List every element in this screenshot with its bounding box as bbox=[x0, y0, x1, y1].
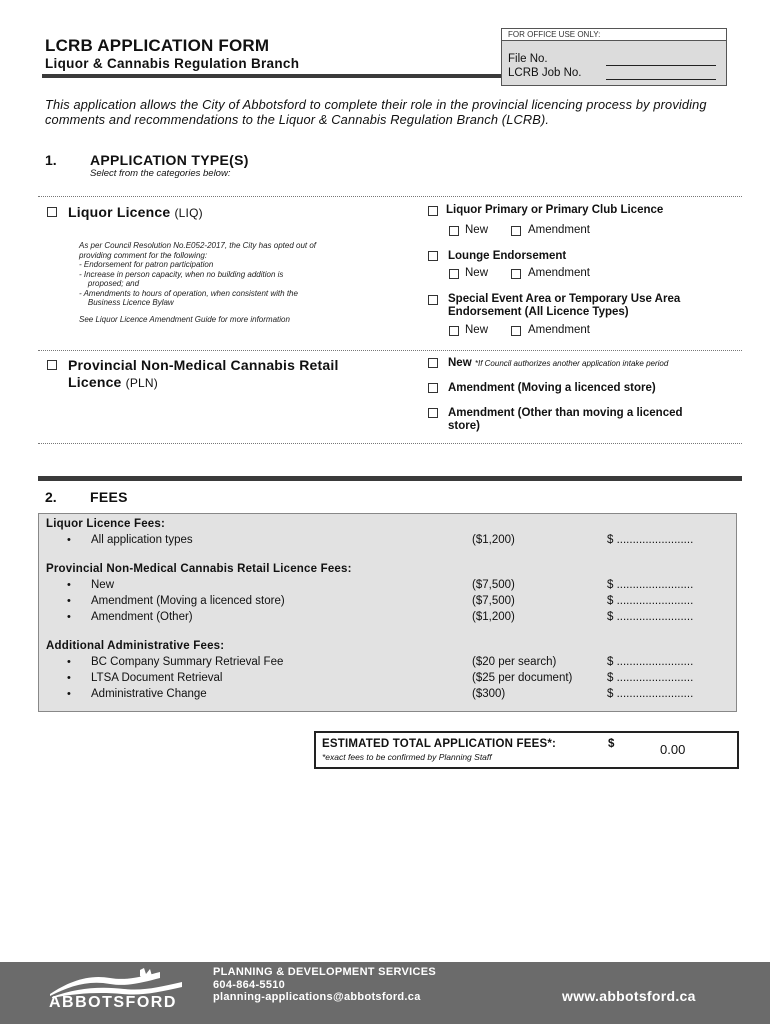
liquor-licence-name: Liquor Licence bbox=[68, 204, 171, 220]
fee-item-price: ($1,200) bbox=[472, 611, 515, 623]
fee-item-price: ($25 per document) bbox=[472, 672, 573, 684]
special-event-amendment-checkbox[interactable] bbox=[511, 326, 521, 336]
fee-item-amount[interactable]: $ ........................ bbox=[607, 611, 694, 623]
total-fees-note: *exact fees to be confirmed by Planning Staff bbox=[322, 752, 492, 762]
section1-number: 1. bbox=[45, 152, 57, 168]
bullet: • bbox=[67, 688, 71, 700]
fees-box bbox=[38, 513, 737, 712]
total-fees-box bbox=[314, 731, 739, 769]
liquor-primary-amendment-checkbox[interactable] bbox=[511, 226, 521, 236]
note-line: providing comment for the following: bbox=[79, 250, 208, 260]
special-event-label bbox=[448, 293, 680, 319]
fee-item-price: ($20 per search) bbox=[472, 656, 557, 668]
lcrb-job-no-label: LCRB Job No. bbox=[508, 67, 582, 79]
file-no-field[interactable] bbox=[606, 65, 716, 66]
intro-paragraph: This application allows the City of Abbotsford to complete their role in the provincial licencing process by providing comments and recommendations to the Liquor & Cannabis Regulation Branch (LCRB). bbox=[45, 97, 707, 127]
total-fees-currency: $ bbox=[608, 738, 615, 750]
fee-item-price: ($7,500) bbox=[472, 579, 515, 591]
fee-item-label: LTSA Document Retrieval bbox=[91, 672, 223, 684]
note-line: proposed; and bbox=[79, 279, 140, 288]
lounge-endorsement-label: Lounge Endorsement bbox=[448, 250, 567, 262]
cannabis-amend-other-line2: store) bbox=[448, 420, 480, 432]
cannabis-new-label bbox=[448, 357, 668, 370]
fee-item-amount[interactable]: $ ........................ bbox=[607, 688, 694, 700]
bullet: • bbox=[67, 579, 71, 591]
section2-rule bbox=[38, 476, 742, 481]
fee-item-amount[interactable]: $ ........................ bbox=[607, 656, 694, 668]
lounge-amendment-checkbox[interactable] bbox=[511, 269, 521, 279]
amendment-guide-note: See Liquor Licence Amendment Guide for more information bbox=[79, 315, 290, 324]
cannabis-new-text: New bbox=[448, 357, 472, 369]
footer bbox=[0, 962, 770, 1024]
liquor-primary-checkbox[interactable] bbox=[428, 206, 438, 216]
bullet: • bbox=[67, 672, 71, 684]
fee-item-amount[interactable]: $ ........................ bbox=[607, 579, 694, 591]
cannabis-new-checkbox[interactable] bbox=[428, 358, 438, 368]
fee-item-amount[interactable]: $ ........................ bbox=[607, 534, 694, 546]
section2-number: 2. bbox=[45, 489, 57, 505]
cannabis-amend-moving-checkbox[interactable] bbox=[428, 383, 438, 393]
title-rule bbox=[42, 74, 504, 78]
fee-item-price: ($7,500) bbox=[472, 595, 515, 607]
cannabis-licence-name-word: Licence bbox=[68, 374, 122, 390]
footer-website[interactable]: www.abbotsford.ca bbox=[562, 988, 696, 1004]
fee-item-label: New bbox=[91, 579, 115, 591]
footer-email[interactable]: planning-applications@abbotsford.ca bbox=[213, 991, 421, 1003]
bullet: • bbox=[67, 611, 71, 623]
special-event-checkbox[interactable] bbox=[428, 295, 438, 305]
fee-item-amount[interactable]: $ ........................ bbox=[607, 672, 694, 684]
liquor-licence-label bbox=[68, 204, 203, 222]
note-line: - Increase in person capacity, when no building addition is bbox=[79, 269, 284, 279]
office-use-box bbox=[501, 28, 727, 86]
cannabis-amend-other-label bbox=[448, 407, 683, 433]
divider bbox=[38, 443, 742, 444]
lcrb-job-no-field[interactable] bbox=[606, 79, 716, 80]
cannabis-licence-name-line1: Provincial Non-Medical Cannabis Retail bbox=[68, 357, 339, 373]
bullet: • bbox=[67, 534, 71, 546]
fee-item-label: Amendment (Other) bbox=[91, 611, 193, 623]
cannabis-new-note: *If Council authorizes another application intake period bbox=[474, 359, 669, 368]
fee-group-heading: Liquor Licence Fees: bbox=[46, 518, 166, 530]
footer-department: PLANNING & DEVELOPMENT SERVICES bbox=[213, 966, 437, 978]
liquor-primary-new-checkbox[interactable] bbox=[449, 226, 459, 236]
cannabis-licence-name-line2 bbox=[68, 374, 339, 392]
fee-item-label: Administrative Change bbox=[91, 688, 207, 700]
note-line: As per Council Resolution No.E052-2017, the City has opted out of bbox=[79, 241, 317, 250]
lounge-amendment-label: Amendment bbox=[528, 267, 591, 279]
note-line: Business Licence Bylaw bbox=[79, 298, 174, 307]
note-line: - Amendments to hours of operation, when consistent with the bbox=[79, 288, 298, 298]
special-event-amendment-label: Amendment bbox=[528, 324, 591, 336]
fee-item-price: ($1,200) bbox=[472, 534, 515, 546]
divider bbox=[38, 196, 742, 197]
divider bbox=[38, 350, 742, 351]
form-subtitle: Liquor & Cannabis Regulation Branch bbox=[45, 56, 300, 71]
special-event-label-line2: Endorsement (All Licence Types) bbox=[448, 306, 629, 318]
fee-item-price: ($300) bbox=[472, 688, 506, 700]
lounge-new-checkbox[interactable] bbox=[449, 269, 459, 279]
cannabis-licence-label bbox=[68, 357, 339, 392]
liquor-primary-new-label: New bbox=[465, 224, 489, 236]
form-title: LCRB APPLICATION FORM bbox=[45, 36, 270, 55]
lounge-new-label: New bbox=[465, 267, 489, 279]
office-use-heading: FOR OFFICE USE ONLY: bbox=[502, 29, 726, 41]
special-event-new-label: New bbox=[465, 324, 489, 336]
section1-subtitle: Select from the categories below: bbox=[90, 168, 231, 179]
liquor-primary-label: Liquor Primary or Primary Club Licence bbox=[446, 204, 664, 216]
section1-title: APPLICATION TYPE(S) bbox=[90, 152, 249, 168]
fee-item-label: Amendment (Moving a licenced store) bbox=[91, 595, 285, 607]
liquor-licence-code: (LIQ) bbox=[174, 206, 203, 220]
fee-item-label: BC Company Summary Retrieval Fee bbox=[91, 656, 284, 668]
fee-item-label: All application types bbox=[91, 534, 193, 546]
special-event-new-checkbox[interactable] bbox=[449, 326, 459, 336]
cannabis-amend-moving-label: Amendment (Moving a licenced store) bbox=[448, 382, 656, 394]
cannabis-licence-checkbox[interactable] bbox=[47, 360, 57, 370]
special-event-label-line1: Special Event Area or Temporary Use Area bbox=[448, 293, 681, 305]
footer-phone[interactable]: 604-864-5510 bbox=[213, 979, 286, 991]
council-resolution-note bbox=[79, 241, 399, 308]
total-fees-value[interactable]: 0.00 bbox=[660, 742, 686, 757]
total-fees-label: ESTIMATED TOTAL APPLICATION FEES*: bbox=[322, 738, 557, 750]
cannabis-amend-other-checkbox[interactable] bbox=[428, 408, 438, 418]
fee-group-heading: Additional Administrative Fees: bbox=[46, 640, 225, 652]
file-no-label: File No. bbox=[508, 53, 548, 65]
bullet: • bbox=[67, 656, 71, 668]
cannabis-licence-code: (PLN) bbox=[125, 376, 158, 390]
bullet: • bbox=[67, 595, 71, 607]
liquor-licence-checkbox[interactable] bbox=[47, 207, 57, 217]
cannabis-amend-other-line1: Amendment (Other than moving a licenced bbox=[448, 407, 683, 419]
note-line: - Endorsement for patron participation bbox=[79, 260, 214, 269]
fee-group-heading: Provincial Non-Medical Cannabis Retail Licence Fees: bbox=[46, 563, 352, 575]
section2-title: FEES bbox=[90, 489, 128, 505]
lounge-endorsement-checkbox[interactable] bbox=[428, 251, 438, 261]
abbotsford-logo-text: ABBOTSFORD bbox=[49, 994, 177, 1011]
liquor-primary-amendment-label: Amendment bbox=[528, 224, 591, 236]
fee-item-amount[interactable]: $ ........................ bbox=[607, 595, 694, 607]
